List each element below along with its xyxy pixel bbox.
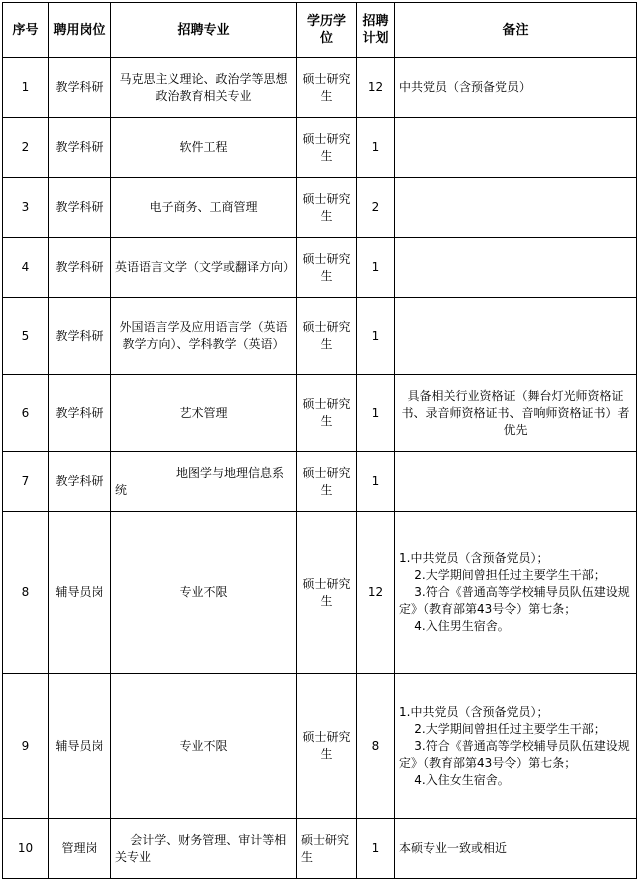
cell-degree: 硕士研究生 bbox=[297, 298, 357, 375]
cell-major: 英语语言文学（文学或翻译方向） bbox=[111, 238, 297, 298]
cell-no: 10 bbox=[3, 819, 49, 879]
cell-remark: 1.中共党员（含预备党员）； 2.大学期间曾担任过主要学生干部； 3.符合《普通高等学校辅导员队伍建设规定》（教育部第43号令）第七条； 4.入住女生宿舍。 bbox=[395, 674, 637, 819]
table-row bbox=[3, 375, 637, 452]
table-row bbox=[3, 512, 637, 674]
cell-plan: 1 bbox=[357, 819, 395, 879]
cell-no: 1 bbox=[3, 58, 49, 118]
table-row bbox=[3, 58, 637, 118]
cell-plan: 1 bbox=[357, 375, 395, 452]
cell-degree: 硕士研究生 bbox=[297, 118, 357, 178]
cell-degree: 硕士研究生 bbox=[297, 674, 357, 819]
cell-degree: 硕士研究生 bbox=[297, 238, 357, 298]
cell-position: 教学科研 bbox=[49, 298, 111, 375]
header-position: 聘用岗位 bbox=[49, 3, 111, 58]
cell-position: 教学科研 bbox=[49, 452, 111, 512]
cell-major: 软件工程 bbox=[111, 118, 297, 178]
cell-degree: 硕士研究生 bbox=[297, 819, 357, 879]
cell-major: 专业不限 bbox=[111, 512, 297, 674]
cell-remark: 本硕专业一致或相近 bbox=[395, 819, 637, 879]
cell-no: 8 bbox=[3, 512, 49, 674]
cell-remark: 1.中共党员（含预备党员）； 2.大学期间曾担任过主要学生干部； 3.符合《普通高等学校辅导员队伍建设规定》（教育部第43号令）第七条； 4.入住男生宿舍。 bbox=[395, 512, 637, 674]
table-row bbox=[3, 452, 637, 512]
recruitment-table bbox=[2, 2, 637, 879]
cell-plan: 8 bbox=[357, 674, 395, 819]
cell-degree: 硕士研究生 bbox=[297, 375, 357, 452]
table-row bbox=[3, 118, 637, 178]
cell-remark bbox=[395, 238, 637, 298]
cell-plan: 12 bbox=[357, 58, 395, 118]
cell-plan: 1 bbox=[357, 298, 395, 375]
header-row bbox=[3, 3, 637, 58]
cell-major: 外国语言学及应用语言学（英语教学方向）、学科教学（英语） bbox=[111, 298, 297, 375]
header-major: 招聘专业 bbox=[111, 3, 297, 58]
cell-remark bbox=[395, 178, 637, 238]
header-degree: 学历学位 bbox=[297, 3, 357, 58]
cell-position: 教学科研 bbox=[49, 375, 111, 452]
cell-position: 教学科研 bbox=[49, 178, 111, 238]
table-row bbox=[3, 178, 637, 238]
header-remark: 备注 bbox=[395, 3, 637, 58]
cell-remark: 中共党员（含预备党员） bbox=[395, 58, 637, 118]
table-row bbox=[3, 674, 637, 819]
cell-major: 专业不限 bbox=[111, 674, 297, 819]
cell-plan: 12 bbox=[357, 512, 395, 674]
cell-major: 马克思主义理论、政治学等思想政治教育相关专业 bbox=[111, 58, 297, 118]
cell-no: 5 bbox=[3, 298, 49, 375]
cell-position: 教学科研 bbox=[49, 118, 111, 178]
cell-remark bbox=[395, 452, 637, 512]
cell-remark: 具备相关行业资格证（舞台灯光师资格证书、录音师资格证书、音响师资格证书）者优先 bbox=[395, 375, 637, 452]
cell-no: 4 bbox=[3, 238, 49, 298]
cell-no: 6 bbox=[3, 375, 49, 452]
cell-no: 3 bbox=[3, 178, 49, 238]
cell-plan: 1 bbox=[357, 452, 395, 512]
cell-no: 7 bbox=[3, 452, 49, 512]
cell-no: 9 bbox=[3, 674, 49, 819]
cell-plan: 1 bbox=[357, 238, 395, 298]
cell-major: 地图学与地理信息系统 bbox=[111, 452, 297, 512]
cell-position: 辅导员岗 bbox=[49, 674, 111, 819]
cell-remark bbox=[395, 298, 637, 375]
cell-major: 电子商务、工商管理 bbox=[111, 178, 297, 238]
cell-degree: 硕士研究生 bbox=[297, 58, 357, 118]
header-no: 序号 bbox=[3, 3, 49, 58]
cell-plan: 2 bbox=[357, 178, 395, 238]
cell-major: 会计学、财务管理、审计等相关专业 bbox=[111, 819, 297, 879]
cell-degree: 硕士研究生 bbox=[297, 512, 357, 674]
cell-position: 管理岗 bbox=[49, 819, 111, 879]
cell-position: 辅导员岗 bbox=[49, 512, 111, 674]
cell-degree: 硕士研究生 bbox=[297, 452, 357, 512]
cell-plan: 1 bbox=[357, 118, 395, 178]
table-row bbox=[3, 819, 637, 879]
cell-degree: 硕士研究生 bbox=[297, 178, 357, 238]
table-row bbox=[3, 238, 637, 298]
cell-position: 教学科研 bbox=[49, 58, 111, 118]
cell-no: 2 bbox=[3, 118, 49, 178]
cell-remark bbox=[395, 118, 637, 178]
header-plan: 招聘计划 bbox=[357, 3, 395, 58]
cell-position: 教学科研 bbox=[49, 238, 111, 298]
table-row bbox=[3, 298, 637, 375]
cell-major: 艺术管理 bbox=[111, 375, 297, 452]
